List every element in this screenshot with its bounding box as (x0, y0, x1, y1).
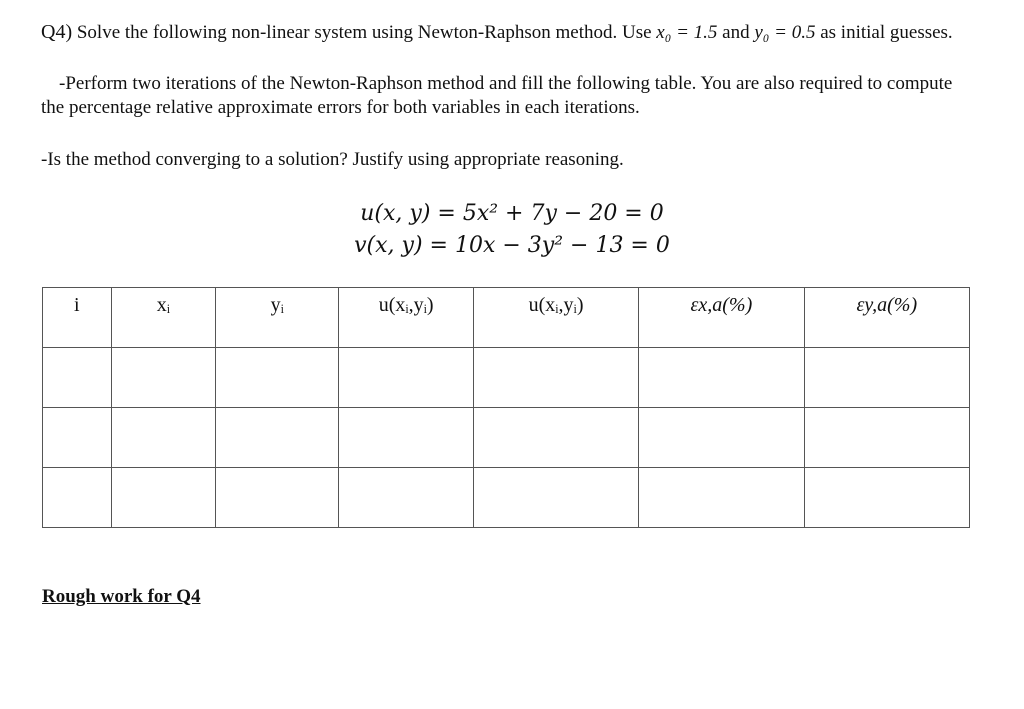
table-cell[interactable] (473, 348, 638, 408)
table-cell[interactable] (43, 468, 112, 528)
y0-equation: y₀ = 0.5 (754, 22, 816, 43)
iteration-table (42, 287, 970, 528)
question-intro (41, 20, 973, 45)
header-u: u(xᵢ,yᵢ) (339, 288, 474, 348)
table-row (43, 348, 970, 408)
table-cell[interactable] (216, 468, 339, 528)
table-cell[interactable] (43, 408, 112, 468)
table-cell[interactable] (473, 408, 638, 468)
table-cell[interactable] (111, 348, 215, 408)
table-cell[interactable] (804, 348, 969, 408)
table-row (43, 468, 970, 528)
table-cell[interactable] (639, 348, 804, 408)
table-row (43, 408, 970, 468)
table-cell[interactable] (339, 408, 474, 468)
header-error-y: εy,a(%) (804, 288, 969, 348)
header-x: xᵢ (111, 288, 215, 348)
intro-text: Solve the following non-linear system using Newton-Raphson method. Use (76, 22, 657, 43)
task-convergence: -Is the method converging to a solution? Justify using appropriate reasoning. (41, 149, 624, 170)
x0-equation: x₀ = 1.5 (656, 22, 718, 43)
intro-end: as initial guesses. (815, 22, 953, 43)
table-cell[interactable] (216, 408, 339, 468)
table-cell[interactable] (804, 468, 969, 528)
table-cell[interactable] (111, 468, 215, 528)
and-word: and (717, 22, 755, 43)
rough-work-heading: Rough work for Q4 (42, 586, 201, 607)
table-cell[interactable] (339, 348, 474, 408)
table-cell[interactable] (111, 408, 215, 468)
equation-system (0, 198, 1024, 262)
table-header-row (43, 288, 970, 348)
table-cell[interactable] (473, 468, 638, 528)
table-cell[interactable] (804, 408, 969, 468)
table-cell[interactable] (216, 348, 339, 408)
task-perform-iterations: -Perform two iterations of the Newton-Raphson method and fill the following table. You are also required to compute the percentage relative approximate errors for both variables in each iterations. (41, 73, 953, 118)
header-y: yᵢ (216, 288, 339, 348)
header-error-x: εx,a(%) (639, 288, 804, 348)
question-label: Q4) (41, 21, 73, 43)
header-i: i (43, 288, 112, 348)
equation-v: v(x, y) = 10x − 3y² − 13 = 0 (354, 233, 670, 258)
header-u-second: u(xᵢ,yᵢ) (473, 288, 638, 348)
table-cell[interactable] (339, 468, 474, 528)
table-cell[interactable] (43, 348, 112, 408)
table-cell[interactable] (639, 408, 804, 468)
table-cell[interactable] (639, 468, 804, 528)
equation-u: u(x, y) = 5x² + 7y − 20 = 0 (360, 201, 664, 226)
